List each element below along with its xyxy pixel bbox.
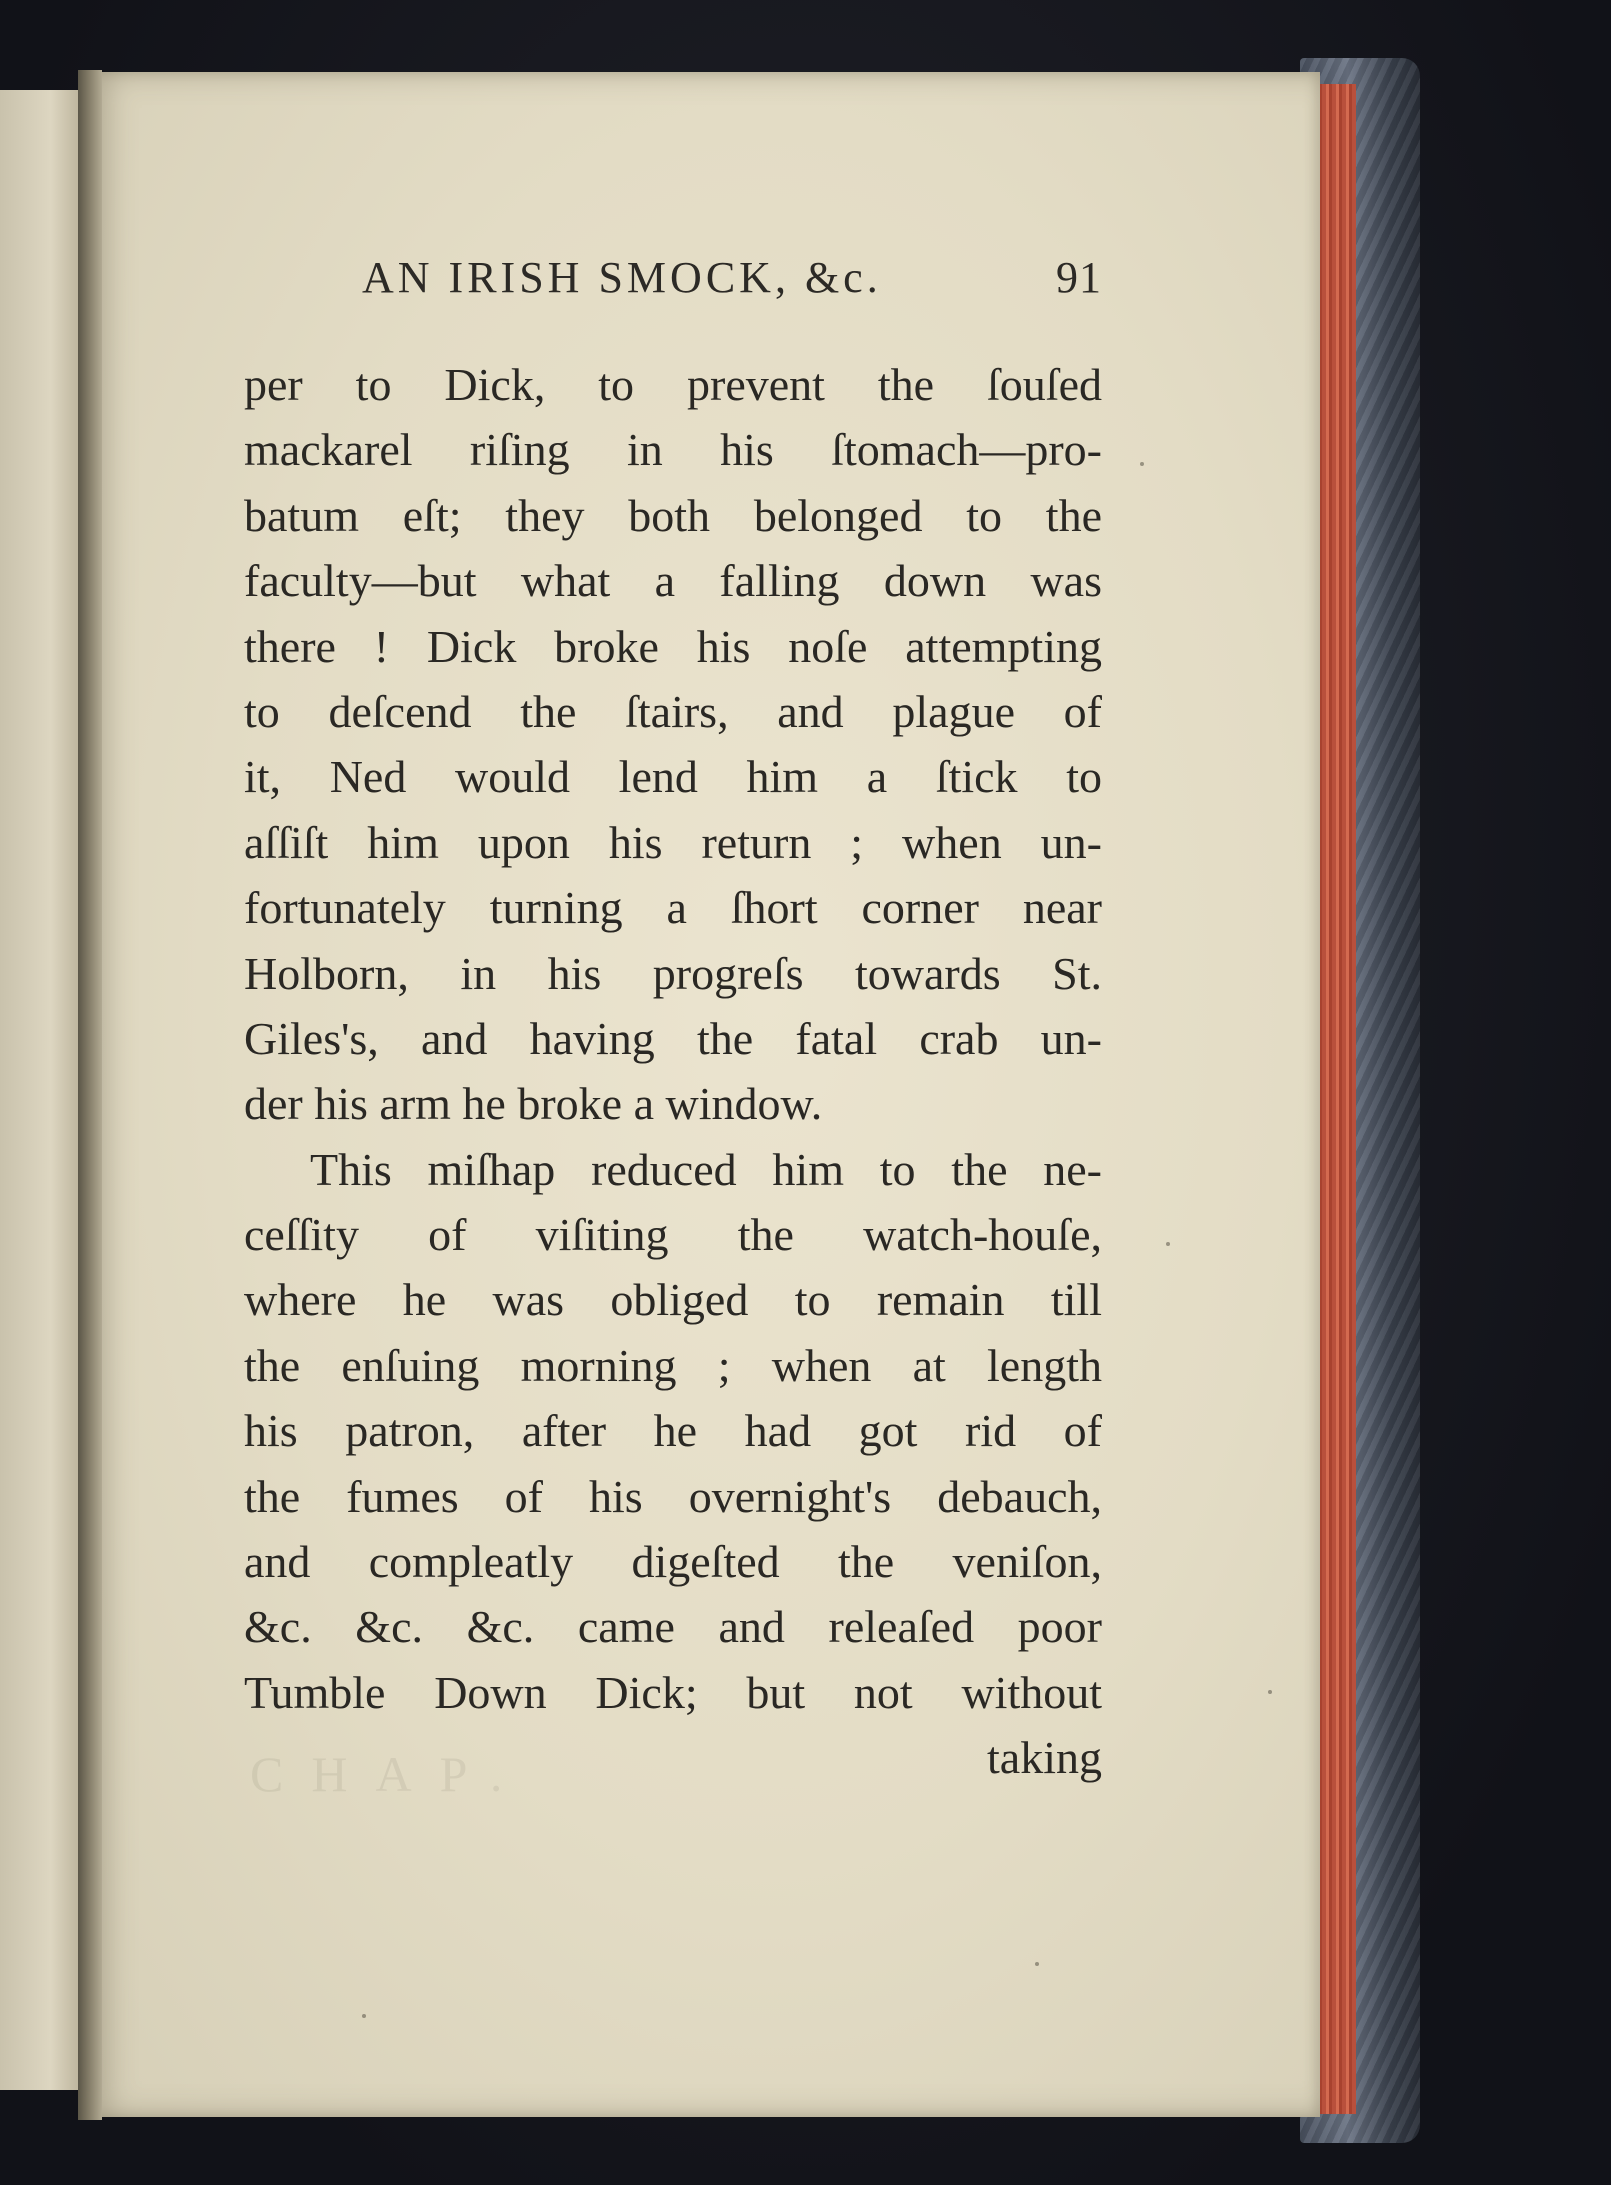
text-line: fortunately turning a ſhort corner near (244, 882, 1102, 934)
text-line: aſſiſt him upon his return ; when un- (244, 816, 1102, 868)
text-line: where he was obliged to remain till (244, 1274, 1102, 1326)
page-number: 91 (1056, 253, 1102, 302)
catchword: taking (987, 1732, 1102, 1784)
text-line: This miſhap reduced him to the ne- (310, 1143, 1102, 1195)
text-line: to deſcend the ſtairs, and plague of (244, 685, 1102, 737)
paper-speck (1166, 1242, 1170, 1246)
text-line: der his arm he broke a window. (244, 1078, 823, 1130)
text-line: mackarel riſing in his ſtomach—pro- (244, 424, 1102, 476)
text-line: it, Ned would lend him a ſtick to (244, 751, 1102, 803)
text-line: ceſſity of viſiting the watch-houſe, (244, 1209, 1102, 1261)
body-text (244, 352, 1102, 1791)
page-gutter (78, 70, 102, 2120)
running-title: AN IRISH SMOCK, &c. (362, 253, 882, 302)
show-through-text: CHAP. (250, 1746, 531, 1802)
text-line: &c. &c. &c. came and releaſed poor (244, 1601, 1102, 1653)
text-line: Giles's, and having the fatal crab un- (244, 1012, 1102, 1064)
text-line: the fumes of his overnight's debauch, (244, 1470, 1102, 1522)
text-line: per to Dick, to prevent the ſouſed (244, 359, 1102, 410)
paper-speck (362, 2014, 366, 2018)
text-line: faculty—but what a falling down was (244, 555, 1102, 607)
text-line: Tumble Down Dick; but not without (244, 1666, 1102, 1718)
text-line: there ! Dick broke his noſe attempting (244, 620, 1102, 672)
running-head (362, 252, 1102, 312)
text-line: and compleatly digeſted the veniſon, (244, 1536, 1102, 1588)
paper-speck (1035, 1962, 1039, 1966)
text-line: his patron, after he had got rid of (244, 1405, 1102, 1457)
text-line: the enſuing morning ; when at length (244, 1339, 1102, 1391)
paper-speck (1140, 462, 1144, 466)
text-line: Holborn, in his progreſs towards St. (244, 947, 1102, 999)
text-line: batum eſt; they both belonged to the (244, 489, 1102, 541)
paper-speck (1268, 1690, 1272, 1694)
